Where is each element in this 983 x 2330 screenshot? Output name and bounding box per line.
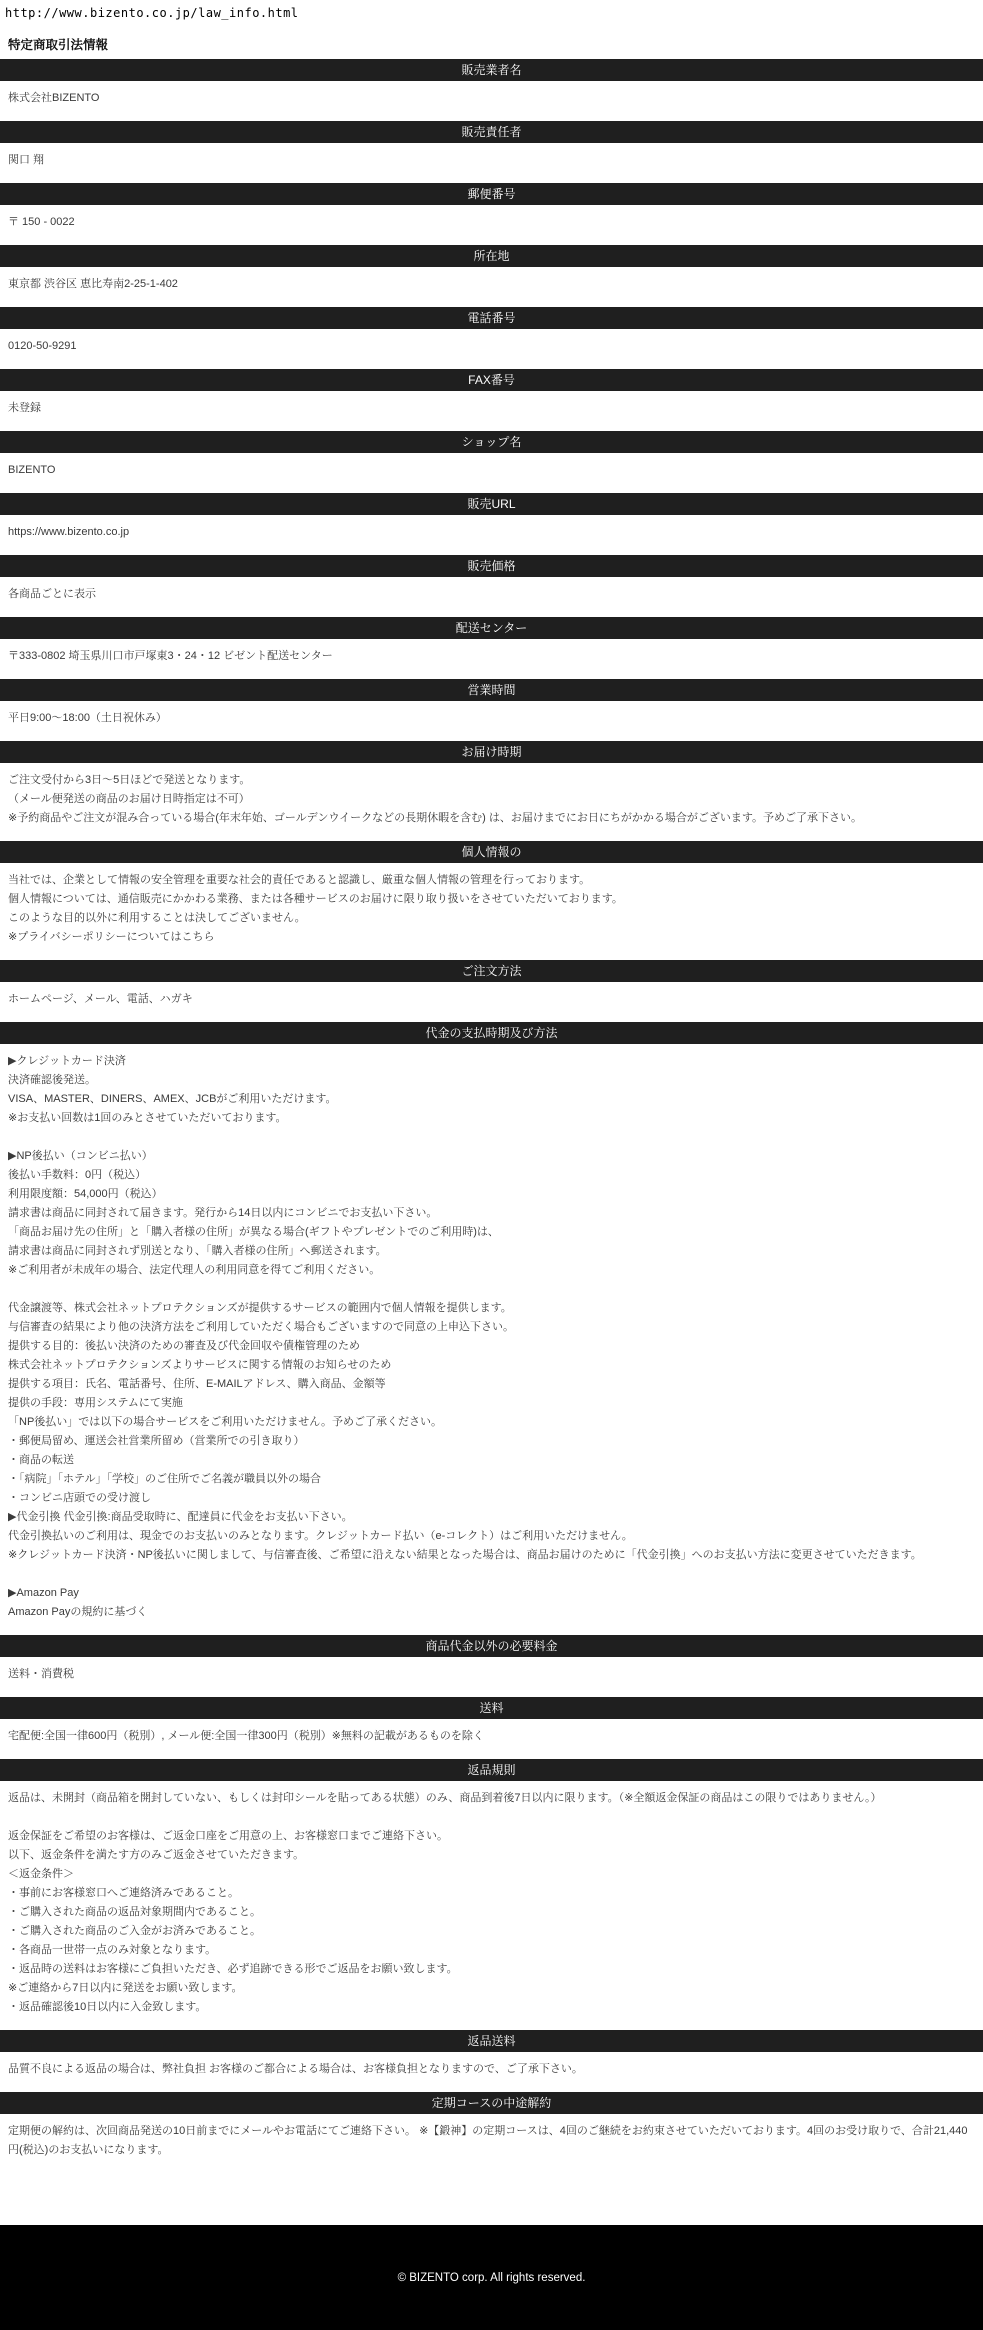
- section-text-line: 定期便の解約は、次回商品発送の10日前までにメールやお電話にてご連絡下さい。 ※【鍛神】の定期コースは、4回のご継続をお約束させていただいております。4回のお受け取りで、合計21,440円(税込)のお支払いになります。: [8, 2125, 968, 2156]
- section-body: [0, 2114, 983, 2173]
- section-text-line: 決済確認後発送。: [8, 1074, 96, 1086]
- section-text-line: 利用限度額：54,000円（税込）: [8, 1188, 163, 1200]
- section-text-line: 請求書は商品に同封されず別送となり、「購入者様の住所」へ郵送されます。: [8, 1245, 387, 1257]
- section-text-line: 返金保証をご希望のお客様は、ご返金口座をご用意の上、お客様窓口までご連絡下さい。: [8, 1830, 448, 1842]
- section-header: 電話番号: [0, 307, 983, 329]
- section-body: [0, 143, 983, 183]
- section-body: [0, 2052, 983, 2092]
- section-text-line: 請求書は商品に同封されて届きます。発行から14日以内にコンビニでお支払い下さい。: [8, 1207, 438, 1219]
- section-body: [0, 81, 983, 121]
- section-text-line: 各商品ごとに表示: [8, 588, 96, 600]
- section-text-line: 提供する目的：後払い決済のための審査及び代金回収や債権管理のため: [8, 1340, 360, 1352]
- section-header: 個人情報の: [0, 841, 983, 863]
- section-text-line: 株式会社ネットプロテクションズよりサービスに関する情報のお知らせのため: [8, 1359, 392, 1371]
- section-text-line: ・商品の転送: [8, 1454, 74, 1466]
- section-text-line: 送料・消費税: [8, 1668, 74, 1680]
- page-title: 特定商取引法情報: [8, 38, 109, 52]
- section-body: [0, 701, 983, 741]
- section-text-line: （メール便発送の商品のお届け日時指定は不可）: [8, 793, 250, 805]
- section-text-line: https://www.bizento.co.jp: [8, 526, 130, 538]
- section-text-line: このような目的以外に利用することは決してございません。: [8, 912, 306, 924]
- section-text-line: ▶代金引換 代金引換:商品受取時に、配達員に代金をお支払い下さい。: [8, 1511, 353, 1523]
- section-text-line: 関口 翔: [8, 154, 45, 166]
- section-header: FAX番号: [0, 369, 983, 391]
- section-text-line: 与信審査の結果により他の決済方法をご利用していただく場合もございますので同意の上申込下さい。: [8, 1321, 514, 1333]
- copyright-text: © BIZENTO corp. All rights reserved.: [397, 2271, 586, 2284]
- section-header: 営業時間: [0, 679, 983, 701]
- section-text-line: 平日9:00～18:00（土日祝休み）: [8, 712, 167, 724]
- section-body: [0, 1044, 983, 1635]
- section-body: [0, 639, 983, 679]
- section-text-line: 東京都 渋谷区 恵比寿南2-25-1-402: [8, 278, 178, 290]
- section-body: [0, 205, 983, 245]
- section-body: [0, 763, 983, 841]
- section-text-line: [8, 1565, 975, 1584]
- section-text-line: 提供する項目：氏名、電話番号、住所、E-MAILアドレス、購入商品、金額等: [8, 1378, 386, 1390]
- section-header: 商品代金以外の必要料金: [0, 1635, 983, 1657]
- section-header: 送料: [0, 1697, 983, 1719]
- section-header: ご注文方法: [0, 960, 983, 982]
- section-body: [0, 1657, 983, 1697]
- section-body: [0, 453, 983, 493]
- section-text-line: 未登録: [8, 402, 41, 414]
- section-body: [0, 1781, 983, 2030]
- section-header: 代金の支払時期及び方法: [0, 1022, 983, 1044]
- section-text-line: ▶NP後払い（コンビニ払い）: [8, 1150, 153, 1162]
- section-text-line: ・事前にお客様窓口へご連絡済みであること。: [8, 1887, 239, 1899]
- section-text-line: 代金譲渡等、株式会社ネットプロテクションズが提供するサービスの範囲内で個人情報を提供します。: [8, 1302, 512, 1314]
- law-info-sections: [0, 59, 983, 2173]
- section-body: [0, 863, 983, 960]
- section-text-line: 個人情報については、通信販売にかかわる業務、または各種サービスのお届けに限り取り扱いをさせていただいております。: [8, 893, 623, 905]
- section-text-line: ※お支払い回数は1回のみとさせていただいております。: [8, 1112, 287, 1124]
- section-text-line: 以下、返金条件を満たす方のみご返金させていただきます。: [8, 1849, 305, 1861]
- section-text-line: [8, 1280, 975, 1299]
- section-text-line: 後払い手数料：0円（税込）: [8, 1169, 147, 1181]
- section-body: [0, 515, 983, 555]
- section-text-line: 0120-50-9291: [8, 340, 77, 352]
- section-header: 返品規則: [0, 1759, 983, 1781]
- section-body: [0, 577, 983, 617]
- section-header: 販売価格: [0, 555, 983, 577]
- section-text-line: 当社では、企業として情報の安全管理を重要な社会的責任であると認識し、厳重な個人情報の管理を行っております。: [8, 874, 591, 886]
- section-body: [0, 391, 983, 431]
- section-header: 配送センター: [0, 617, 983, 639]
- section-text-line: 返品は、未開封（商品箱を開封していない、もしくは封印シールを貼ってある状態）のみ、商品到着後7日以内に限ります。（※全額返金保証の商品はこの限りではありません。）: [8, 1792, 882, 1804]
- section-header: 販売責任者: [0, 121, 983, 143]
- section-body: [0, 329, 983, 369]
- section-text-line: ご注文受付から3日～5日ほどで発送となります。: [8, 774, 251, 786]
- page-footer: [0, 2225, 983, 2330]
- section-header: 郵便番号: [0, 183, 983, 205]
- section-text-line: 提供の手段：専用システムにて実施: [8, 1397, 183, 1409]
- section-text-line: 品質不良による返品の場合は、弊社負担 お客様のご都合による場合は、お客様負担となりますので、ご了承下さい。: [8, 2063, 583, 2075]
- section-text-line: ・コンビニ店頭での受け渡し: [8, 1492, 151, 1504]
- section-body: [0, 1719, 983, 1759]
- section-header: お届け時期: [0, 741, 983, 763]
- section-header: 販売URL: [0, 493, 983, 515]
- section-text-line: ・返品時の送料はお客様にご負担いただき、必ず追跡できる形でご返品をお願い致します。: [8, 1963, 458, 1975]
- section-text-line: BIZENTO: [8, 464, 56, 476]
- section-text-line: VISA、MASTER、DINERS、AMEX、JCBがご利用いただけます。: [8, 1093, 337, 1105]
- section-header: 返品送料: [0, 2030, 983, 2052]
- section-text-line: ※ご利用者が未成年の場合、法定代理人の利用同意を得てご利用ください。: [8, 1264, 381, 1276]
- section-text-line: 代金引換払いのご利用は、現金でのお支払いのみとなります。クレジットカード払い（e-コレクト）はご利用いただけません。: [8, 1530, 633, 1542]
- section-header: 定期コースの中途解約: [0, 2092, 983, 2114]
- section-header: 販売業者名: [0, 59, 983, 81]
- section-body: [0, 267, 983, 307]
- section-text-line: [8, 1808, 975, 1827]
- section-text-line: [8, 1128, 975, 1147]
- section-text-line: ・「病院」「ホテル」「学校」のご住所でご名義が職員以外の場合: [8, 1473, 321, 1485]
- section-text-line: 宅配便:全国一律600円（税別）, メール便:全国一律300円（税別）※無料の記載があるものを除く: [8, 1730, 484, 1742]
- section-text-line: ※クレジットカード決済・NP後払いに関しまして、与信審査後、ご希望に沿えない結果となった場合は、商品お届けのために「代金引換」へのお支払い方法に変更させていただきます。: [8, 1549, 922, 1561]
- section-text-line: 〒333-0802 埼玉県川口市戸塚東3・24・12 ビゼント配送センター: [8, 650, 333, 662]
- section-text-line: Amazon Payの規約に基づく: [8, 1606, 148, 1618]
- section-text-line: 「商品お届け先の住所」と「購入者様の住所」が異なる場合(ギフトやプレゼントでのご利用時)は、: [8, 1226, 499, 1238]
- section-text-line: ※ご連絡から7日以内に発送をお願い致します。: [8, 1982, 243, 1994]
- section-text-line: 「NP後払い」では以下の場合サービスをご利用いただけません。予めご了承ください。: [8, 1416, 442, 1428]
- section-text-line: ホームページ、メール、電話、ハガキ: [8, 993, 193, 1005]
- section-header: ショップ名: [0, 431, 983, 453]
- section-text-line: ※プライバシーポリシーについてはこちら: [8, 931, 215, 943]
- section-text-line: ・各商品一世帯一点のみ対象となります。: [8, 1944, 217, 1956]
- section-text-line: ▶クレジットカード決済: [8, 1055, 126, 1067]
- section-text-line: 〒 150 - 0022: [8, 216, 75, 228]
- section-text-line: ・郵便局留め、運送会社営業所留め（営業所での引き取り）: [8, 1435, 305, 1447]
- section-header: 所在地: [0, 245, 983, 267]
- section-text-line: 株式会社BIZENTO: [8, 92, 100, 104]
- section-body: [0, 982, 983, 1022]
- section-text-line: ・ご購入された商品のご入金がお済みであること。: [8, 1925, 261, 1937]
- section-text-line: ・返品確認後10日以内に入金致します。: [8, 2001, 207, 2013]
- browser-url-text: http://www.bizento.co.jp/law_info.html: [5, 6, 299, 20]
- section-text-line: ※予約商品やご注文が混み合っている場合(年末年始、ゴールデンウイークなどの長期休暇を含む) は、お届けまでにお日にちがかかる場合がございます。予めご了承下さい。: [8, 812, 862, 824]
- section-text-line: ・ご購入された商品の返品対象期間内であること。: [8, 1906, 261, 1918]
- section-text-line: ＜返金条件＞: [8, 1868, 74, 1880]
- section-text-line: ▶Amazon Pay: [8, 1587, 79, 1599]
